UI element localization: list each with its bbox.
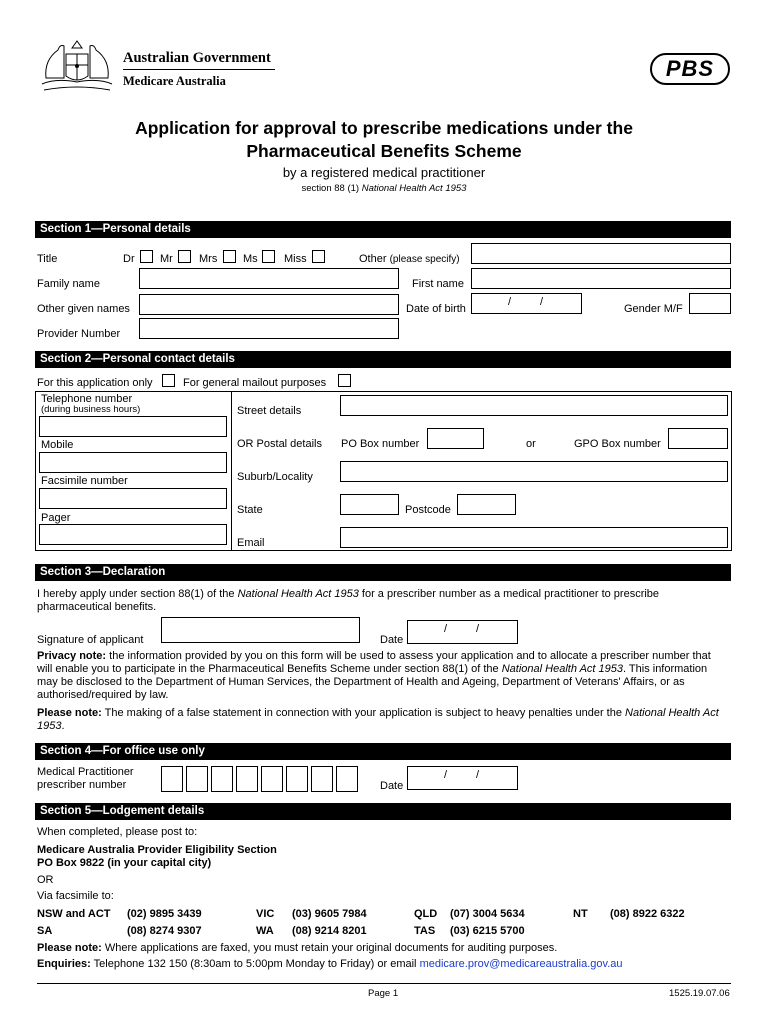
prescriber-cell[interactable] (261, 766, 283, 792)
for-application-checkbox[interactable] (162, 374, 175, 387)
footer-rule (37, 983, 731, 984)
email-field[interactable] (340, 527, 728, 548)
decl-part-a: I hereby apply under section 88(1) of the (37, 588, 238, 600)
gpo-box-label: GPO Box number (574, 438, 661, 450)
fax-num-qld: (07) 3004 5634 (450, 908, 525, 920)
fax-retain-note (37, 942, 557, 954)
form-subtitle: by a registered medical practitioner (282, 165, 486, 180)
form-title-line2: Pharmaceutical Benefits Scheme (246, 141, 522, 161)
fax-num-vic: (03) 9605 7984 (292, 908, 367, 920)
title-ms-checkbox[interactable] (262, 250, 275, 263)
prescriber-cell[interactable] (311, 766, 333, 792)
address-line2: PO Box 9822 (in your capital city) (37, 857, 212, 869)
privacy-note (37, 650, 727, 702)
pbs-logo (650, 53, 730, 85)
office-date-field[interactable]: / / (407, 766, 518, 790)
postal-label: OR Postal details (237, 438, 322, 450)
po-box-field[interactable] (427, 428, 484, 449)
coat-of-arms-icon (36, 38, 118, 96)
declaration-date-label: Date (380, 634, 404, 646)
decl-part-c: pharmaceutical benefits. (37, 601, 157, 613)
fax-note-text: Where applications are faxed, you must retain your original documents for auditing purposes. (101, 942, 558, 954)
postcode-field[interactable] (457, 494, 516, 515)
state-field[interactable] (340, 494, 399, 515)
for-application-label: For this application only (37, 377, 153, 389)
street-label: Street details (237, 405, 302, 417)
postcode-label: Postcode (405, 504, 451, 516)
pager-field[interactable] (39, 524, 227, 545)
contact-divider (231, 391, 232, 551)
fax-num-tas: (03) 6215 5700 (450, 925, 525, 937)
fax-state-vic: VIC (256, 908, 275, 920)
first-name-field[interactable] (471, 268, 731, 289)
header-rule (123, 69, 275, 70)
other-given-names-field[interactable] (139, 294, 399, 315)
provider-number-label: Provider Number (37, 328, 121, 340)
declaration-text (37, 588, 727, 614)
gender-field[interactable] (689, 293, 731, 314)
when-completed: When completed, please post to: (37, 826, 198, 838)
prescriber-cell[interactable] (186, 766, 208, 792)
via-fax: Via facsimile to: (37, 890, 114, 902)
fax-note-label: Please note: (37, 942, 102, 954)
telephone-field[interactable] (39, 416, 227, 437)
fax-state-nt: NT (573, 908, 588, 920)
signature-label: Signature of applicant (37, 634, 144, 646)
telephone-label: Telephone number (41, 393, 133, 405)
title-dr-checkbox[interactable] (140, 250, 153, 263)
prescriber-cell[interactable] (211, 766, 233, 792)
title-miss-checkbox[interactable] (312, 250, 325, 263)
prescriber-label-2: prescriber number (37, 779, 127, 791)
page-number: Page 1 (368, 988, 399, 999)
penalty-text-b: . (61, 720, 65, 732)
prescriber-label-1: Medical Practitioner (37, 766, 134, 778)
telephone-hint: (during business hours) (41, 404, 141, 415)
title-ms-label: Ms (243, 253, 258, 265)
family-name-field[interactable] (139, 268, 399, 289)
gov-name: Australian Government (123, 50, 271, 66)
fax-state-tas: TAS (414, 925, 436, 937)
prescriber-cell[interactable] (236, 766, 258, 792)
act-ref: National Health Act 1953 (361, 183, 467, 194)
penalty-label: Please note: (37, 707, 102, 719)
or-label: or (526, 438, 536, 450)
declaration-date-field[interactable]: / / (407, 620, 518, 644)
mobile-label: Mobile (41, 439, 74, 451)
fax-num-sa: (08) 8274 9307 (127, 925, 202, 937)
title-other-label (359, 253, 460, 265)
fax-num-wa: (08) 9214 8201 (292, 925, 367, 937)
pbs-logo-text: PBS (665, 56, 715, 81)
section-ref: section 88 (1) (301, 183, 360, 194)
title-mr-label: Mr (160, 253, 173, 265)
dob-label: Date of birth (406, 303, 466, 315)
title-other-field[interactable] (471, 243, 731, 264)
dob-field[interactable]: / / (471, 293, 582, 314)
fax-num-nsw: (02) 9895 3439 (127, 908, 202, 920)
section1-header: Section 1—Personal details (35, 221, 731, 238)
title-miss-label: Miss (284, 253, 307, 265)
gender-label: Gender M/F (624, 303, 683, 315)
or-text: OR (37, 874, 54, 886)
agency-name: Medicare Australia (123, 74, 226, 88)
privacy-act: National Health Act 1953 (501, 663, 623, 675)
fax-state-nsw: NSW and ACT (37, 908, 111, 920)
fax-num-nt: (08) 8922 6322 (610, 908, 685, 920)
fax-state-sa: SA (37, 925, 53, 937)
state-label: State (237, 504, 263, 516)
suburb-label: Suburb/Locality (237, 471, 313, 483)
prescriber-number-cells (161, 766, 360, 792)
privacy-label: Privacy note: (37, 650, 107, 662)
title-label: Title (37, 253, 58, 265)
decl-part-b: for a prescriber number as a medical practitioner to prescribe (358, 588, 660, 600)
enquiries-line (37, 958, 623, 970)
prescriber-cell[interactable] (161, 766, 183, 792)
form-title-line1: Application for approval to prescribe medications under the (135, 118, 633, 138)
mobile-field[interactable] (39, 452, 227, 473)
section3-header: Section 3—Declaration (35, 564, 731, 581)
for-mailout-label: For general mailout purposes (183, 377, 327, 389)
address-line1: Medicare Australia Provider Eligibility Section (37, 844, 277, 856)
form-code: 1525.19.07.06 (669, 988, 730, 999)
first-name-label: First name (412, 278, 464, 290)
other-given-names-label: Other given names (37, 303, 130, 315)
other-hint: (please specify) (389, 254, 460, 265)
provider-number-field[interactable] (139, 318, 399, 339)
signature-field[interactable] (161, 617, 360, 643)
enquiries-email-link[interactable]: medicare.prov@medicareaustralia.gov.au (419, 958, 623, 970)
penalty-act: National Health Act 1953 (37, 707, 719, 732)
enquiries-text: Telephone 132 150 (8:30am to 5:00pm Monday to Friday) or email (90, 958, 420, 970)
email-label: Email (237, 537, 265, 549)
title-dr-label: Dr (123, 253, 135, 265)
gpo-box-field[interactable] (668, 428, 728, 449)
pager-label: Pager (41, 512, 71, 524)
section4-header: Section 4—For office use only (35, 743, 731, 760)
title-mrs-label: Mrs (199, 253, 218, 265)
fax-state-qld: QLD (414, 908, 438, 920)
facsimile-field[interactable] (39, 488, 227, 509)
title-mr-checkbox[interactable] (178, 250, 191, 263)
for-mailout-checkbox[interactable] (338, 374, 351, 387)
po-box-label: PO Box number (341, 438, 420, 450)
fax-state-wa: WA (256, 925, 274, 937)
section5-header: Section 5—Lodgement details (35, 803, 731, 820)
section2-header: Section 2—Personal contact details (35, 351, 731, 368)
enquiries-label: Enquiries: (37, 958, 91, 970)
other-text: Other (359, 253, 387, 265)
office-date-label: Date (380, 780, 404, 792)
penalty-text-a: The making of a false statement in connection with your application is subject to heavy penalties under the (101, 707, 626, 719)
privacy-text-a: the information provided by you on this form will be used to assess your application and to allocate a prescriber number that will enable you to participate in the Pharmaceutical Benefits Scheme under section 88(1) of the (37, 650, 711, 675)
penalty-note (37, 707, 727, 733)
title-mrs-checkbox[interactable] (223, 250, 236, 263)
street-field[interactable] (340, 395, 728, 416)
family-name-label: Family name (37, 278, 100, 290)
suburb-field[interactable] (340, 461, 728, 482)
section-reference (0, 183, 768, 194)
facsimile-label: Facsimile number (41, 475, 128, 487)
decl-act: National Health Act 1953 (237, 588, 359, 600)
prescriber-cell[interactable] (336, 766, 358, 792)
prescriber-cell[interactable] (286, 766, 308, 792)
privacy-text-b: . This information may be disclosed to the Department of Human Services, the Department of Health and Ageing, Department of Veterans' Affairs, or as authorised/required by law. (37, 663, 708, 701)
